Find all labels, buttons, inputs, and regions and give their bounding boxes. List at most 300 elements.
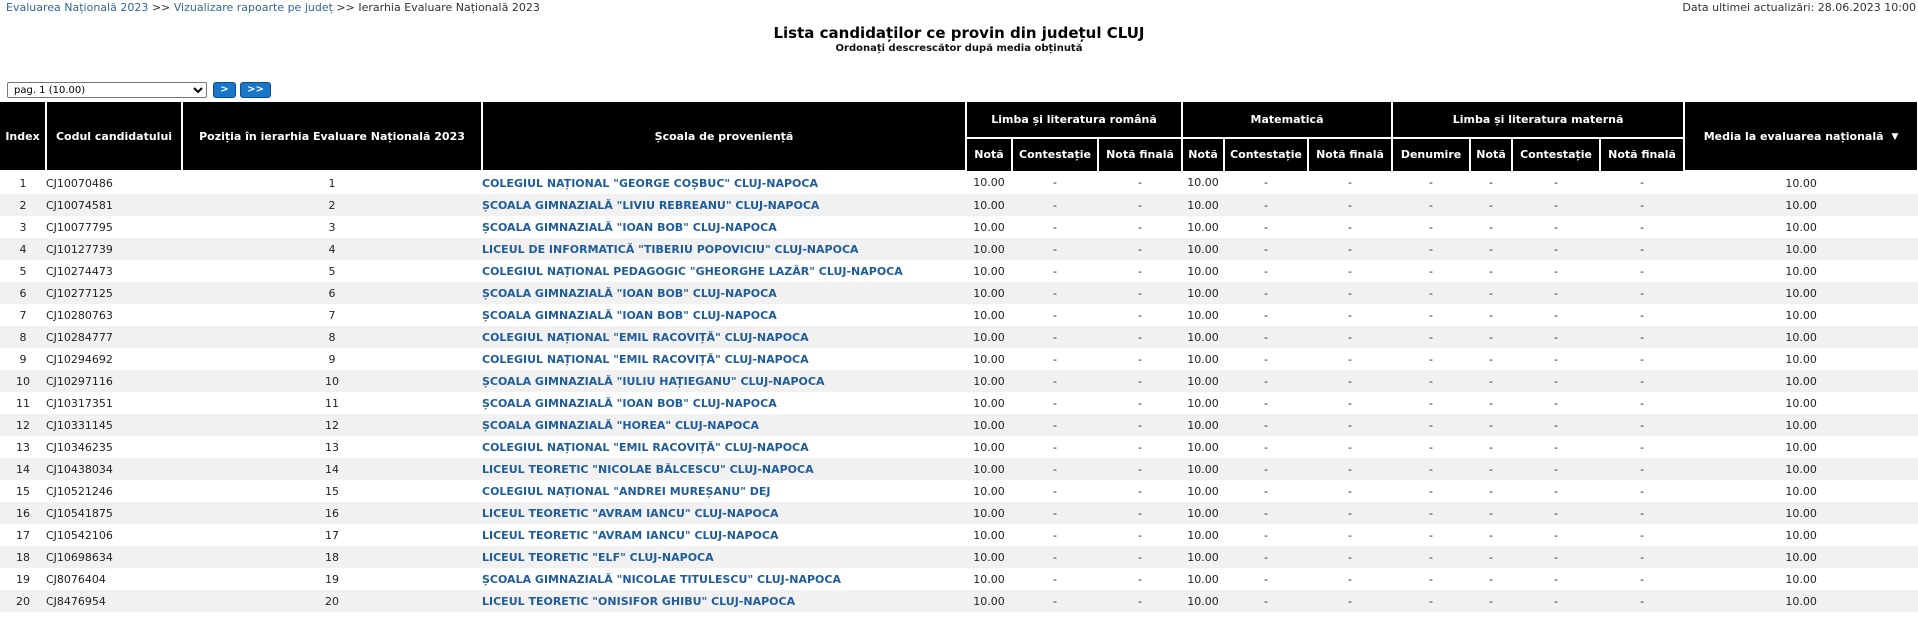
school-link[interactable]: LICEUL TEORETIC "ELF" CLUJ-NAPOCA	[482, 550, 714, 564]
cell-school	[482, 392, 966, 414]
cell-index: 16	[0, 502, 46, 524]
school-link[interactable]: LICEUL TEORETIC "AVRAM IANCU" CLUJ-NAPOCA	[482, 528, 779, 542]
table-row	[0, 194, 1918, 216]
cell-ro-nota-finala: -	[1098, 370, 1182, 392]
cell-school	[482, 194, 966, 216]
school-link[interactable]: COLEGIUL NAȚIONAL "EMIL RACOVIȚĂ" CLUJ-NAPOCA	[482, 330, 809, 344]
cell-ro-nota: 10.00	[966, 590, 1012, 612]
cell-ro-contestatie: -	[1053, 352, 1057, 366]
school-link[interactable]: COLEGIUL NAȚIONAL PEDAGOGIC "GHEORGHE LAZĂR" CLUJ-NAPOCA	[482, 264, 903, 278]
school-link[interactable]: ȘCOALA GIMNAZIALĂ "IOAN BOB" CLUJ-NAPOCA	[482, 308, 777, 322]
subheader-ma-nota-finala: Notă finală	[1308, 138, 1392, 172]
cell-media: 10.00	[1785, 308, 1817, 322]
cell-ma-nota-finala: -	[1308, 370, 1392, 392]
cell-ma-nota: 10.00	[1187, 264, 1219, 278]
cell-code: CJ10438034	[46, 458, 182, 480]
cell-position: 1	[328, 176, 336, 190]
breadcrumb-current: Ierarhia Evaluare Națională 2023	[358, 1, 540, 14]
cell-code: CJ10294692	[46, 352, 113, 366]
cell-lm-nota: -	[1489, 396, 1494, 410]
cell-school	[482, 458, 966, 480]
cell-ro-contestatie: -	[1053, 396, 1057, 410]
cell-index: 3	[19, 220, 27, 234]
cell-ro-nota: 10.00	[966, 370, 1012, 392]
cell-code: CJ10317351	[46, 396, 113, 410]
header-index: Index	[0, 102, 46, 171]
cell-lm-nota: -	[1470, 590, 1512, 612]
table-row	[0, 480, 1918, 502]
cell-school	[482, 436, 966, 458]
cell-ro-contestatie: -	[1012, 370, 1098, 392]
breadcrumb-link-evaluare[interactable]: Evaluarea Națională 2023	[6, 1, 149, 14]
cell-school	[482, 546, 966, 568]
cell-lm-nota: -	[1489, 572, 1494, 586]
cell-ro-nota-finala: -	[1138, 528, 1142, 542]
cell-lm-denumire: -	[1392, 502, 1470, 524]
cell-position: 4	[182, 238, 482, 260]
cell-lm-nota-finala: -	[1640, 484, 1645, 498]
cell-code: CJ10542106	[46, 528, 113, 542]
cell-ma-nota: 10.00	[1182, 414, 1224, 436]
cell-lm-nota-finala: -	[1640, 176, 1645, 189]
school-link[interactable]: COLEGIUL NAȚIONAL "GEORGE COȘBUC" CLUJ-NAPOCA	[482, 176, 818, 190]
cell-ro-nota-finala: -	[1098, 546, 1182, 568]
cell-position: 2	[182, 194, 482, 216]
table-row	[0, 216, 1918, 238]
cell-ro-nota-finala: -	[1098, 414, 1182, 436]
page-title: Lista candidaților ce provin din județul CLUJ	[773, 24, 1145, 42]
subheader-ma-nota: Notă	[1182, 138, 1224, 172]
cell-ro-nota: 10.00	[966, 458, 1012, 480]
cell-lm-denumire: -	[1429, 396, 1434, 410]
last-page-button[interactable]: >>	[240, 82, 271, 98]
cell-lm-nota-finala: -	[1640, 528, 1645, 542]
cell-ro-contestatie: -	[1012, 546, 1098, 568]
header-matematica-group: Matematică	[1182, 102, 1392, 138]
school-link[interactable]: COLEGIUL NAȚIONAL "EMIL RACOVIȚĂ" CLUJ-NAPOCA	[482, 352, 809, 366]
cell-school	[482, 502, 966, 524]
subheader-lm-nota-finala: Notă finală	[1600, 138, 1684, 172]
cell-lm-nota: -	[1470, 238, 1512, 260]
cell-ro-nota-finala: -	[1138, 264, 1142, 278]
cell-media: 10.00	[1684, 458, 1918, 480]
school-link[interactable]: ȘCOALA GIMNAZIALĂ "HOREA" CLUJ-NAPOCA	[482, 418, 759, 432]
cell-ro-nota-finala: -	[1138, 440, 1142, 454]
cell-ma-contestatie: -	[1224, 458, 1308, 480]
cell-ro-contestatie: -	[1053, 264, 1057, 278]
cell-ro-nota-finala: -	[1098, 458, 1182, 480]
cell-lm-contestatie: -	[1512, 326, 1600, 348]
cell-ro-nota: 10.00	[973, 308, 1005, 322]
cell-ro-nota-finala: -	[1138, 572, 1142, 586]
cell-lm-contestatie: -	[1512, 590, 1600, 612]
cell-lm-contestatie: -	[1554, 220, 1559, 234]
cell-index: 13	[16, 440, 30, 454]
cell-ro-nota-finala: -	[1098, 502, 1182, 524]
subheader-lm-contestatie: Contestație	[1512, 138, 1600, 172]
cell-media: 10.00	[1785, 572, 1817, 586]
cell-lm-nota-finala: -	[1600, 590, 1684, 612]
header-code: Codul candidatului	[46, 102, 182, 171]
cell-school	[482, 414, 966, 436]
header-materna-group: Limba și literatura maternă	[1392, 102, 1684, 138]
table-row	[0, 458, 1918, 480]
cell-code: CJ10070486	[46, 176, 113, 190]
cell-lm-denumire: -	[1392, 590, 1470, 612]
cell-ma-nota-finala: -	[1308, 458, 1392, 480]
cell-media: 10.00	[1684, 326, 1918, 348]
header-position: Poziția în ierarhia Evaluare Națională 2023	[182, 102, 482, 171]
cell-media: 10.00	[1684, 238, 1918, 260]
cell-lm-nota: -	[1470, 370, 1512, 392]
cell-ma-contestatie: -	[1264, 352, 1269, 366]
cell-lm-contestatie: -	[1554, 396, 1559, 410]
cell-ro-nota: 10.00	[966, 282, 1012, 304]
cell-ma-nota-finala: -	[1308, 282, 1392, 304]
cell-lm-nota: -	[1489, 528, 1494, 542]
cell-ro-nota: 10.00	[973, 352, 1005, 366]
cell-ma-contestatie: -	[1264, 528, 1269, 542]
school-link[interactable]: LICEUL TEORETIC "ONISIFOR GHIBU" CLUJ-NAPOCA	[482, 594, 796, 608]
cell-ro-nota: 10.00	[966, 194, 1012, 216]
school-link[interactable]: ȘCOALA GIMNAZIALĂ "IOAN BOB" CLUJ-NAPOCA	[482, 220, 777, 234]
cell-index: 20	[0, 590, 46, 612]
last-update-text: Data ultimei actualizări: 28.06.2023 10:00	[1682, 1, 1916, 14]
cell-lm-denumire: -	[1392, 546, 1470, 568]
cell-index: 6	[0, 282, 46, 304]
cell-ma-contestatie: -	[1264, 440, 1269, 454]
cell-code: CJ8076404	[46, 572, 106, 586]
cell-lm-contestatie: -	[1554, 484, 1559, 498]
cell-position: 6	[182, 282, 482, 304]
cell-ma-nota: 10.00	[1182, 370, 1224, 392]
cell-ma-nota: 10.00	[1187, 396, 1219, 410]
cell-lm-denumire: -	[1429, 440, 1434, 454]
cell-ro-contestatie: -	[1012, 282, 1098, 304]
breadcrumb-link-rapoarte[interactable]: Vizualizare rapoarte pe județ	[173, 1, 333, 14]
cell-lm-contestatie: -	[1512, 238, 1600, 260]
cell-lm-nota-finala: -	[1640, 264, 1645, 278]
cell-ro-contestatie: -	[1053, 484, 1057, 498]
table-row	[0, 238, 1918, 260]
cell-ma-nota: 10.00	[1187, 176, 1219, 189]
cell-ma-nota-finala: -	[1308, 546, 1392, 568]
cell-index: 7	[19, 308, 27, 322]
cell-school	[482, 171, 966, 194]
cell-code: CJ10297116	[46, 370, 182, 392]
page-select[interactable]	[7, 82, 207, 98]
cell-ro-nota-finala: -	[1138, 396, 1142, 410]
cell-ro-contestatie: -	[1053, 440, 1057, 454]
cell-ro-nota: 10.00	[973, 528, 1005, 542]
cell-index: 2	[0, 194, 46, 216]
cell-school	[482, 326, 966, 348]
cell-lm-nota: -	[1489, 484, 1494, 498]
cell-ma-nota-finala: -	[1348, 264, 1353, 278]
cell-lm-nota: -	[1489, 440, 1494, 454]
cell-lm-contestatie: -	[1512, 370, 1600, 392]
cell-code: CJ10280763	[46, 308, 113, 322]
subheader-ma-contestatie: Contestație	[1224, 138, 1308, 172]
table-row	[0, 436, 1918, 458]
cell-code: CJ10074581	[46, 194, 182, 216]
cell-lm-nota-finala: -	[1600, 546, 1684, 568]
cell-lm-denumire: -	[1429, 176, 1434, 189]
cell-position: 20	[182, 590, 482, 612]
cell-code: CJ10277125	[46, 282, 182, 304]
cell-lm-contestatie: -	[1512, 194, 1600, 216]
cell-index: 1	[19, 176, 27, 190]
cell-lm-denumire: -	[1392, 370, 1470, 392]
table-row	[0, 326, 1918, 348]
cell-school	[482, 282, 966, 304]
table-row	[0, 171, 1918, 194]
cell-lm-nota-finala: -	[1600, 194, 1684, 216]
subheader-ro-nota: Notă	[966, 138, 1012, 172]
cell-ro-contestatie: -	[1053, 528, 1057, 542]
cell-lm-nota: -	[1489, 308, 1494, 322]
cell-lm-denumire: -	[1392, 282, 1470, 304]
header-media-sortable[interactable]	[1684, 102, 1918, 171]
school-link[interactable]: LICEUL DE INFORMATICĂ "TIBERIU POPOVICIU" CLUJ-NAPOCA	[482, 242, 859, 256]
cell-ro-contestatie: -	[1012, 590, 1098, 612]
cell-lm-nota: -	[1489, 176, 1494, 189]
cell-lm-denumire: -	[1429, 572, 1434, 586]
cell-ro-nota-finala: -	[1098, 326, 1182, 348]
cell-position: 9	[328, 352, 336, 366]
cell-school	[482, 370, 966, 392]
subheader-ro-contestatie: Contestație	[1012, 138, 1098, 172]
cell-lm-nota-finala: -	[1640, 440, 1645, 454]
cell-ro-nota: 10.00	[966, 502, 1012, 524]
cell-school	[482, 260, 966, 282]
cell-ma-nota-finala: -	[1348, 484, 1353, 498]
table-row	[0, 304, 1918, 326]
cell-code: CJ8476954	[46, 590, 182, 612]
cell-ro-contestatie: -	[1012, 458, 1098, 480]
cell-ro-contestatie: -	[1012, 326, 1098, 348]
table-row	[0, 502, 1918, 524]
school-link[interactable]: ȘCOALA GIMNAZIALĂ "NICOLAE TITULESCU" CLUJ-NAPOCA	[482, 572, 841, 586]
school-link[interactable]: LICEUL TEORETIC "NICOLAE BĂLCESCU" CLUJ-NAPOCA	[482, 462, 814, 476]
cell-position: 14	[182, 458, 482, 480]
cell-ma-nota: 10.00	[1182, 502, 1224, 524]
cell-position: 10	[182, 370, 482, 392]
cell-lm-denumire: -	[1429, 264, 1434, 278]
sort-desc-icon[interactable]: ▼	[1891, 131, 1899, 142]
school-link[interactable]: ȘCOALA GIMNAZIALĂ "IOAN BOB" CLUJ-NAPOCA	[482, 396, 777, 410]
cell-index: 10	[0, 370, 46, 392]
cell-lm-contestatie: -	[1554, 440, 1559, 454]
cell-ro-contestatie: -	[1012, 194, 1098, 216]
subheader-ro-nota-finala: Notă finală	[1098, 138, 1182, 172]
cell-ro-nota-finala: -	[1098, 282, 1182, 304]
cell-ma-contestatie: -	[1224, 282, 1308, 304]
table-row	[0, 524, 1918, 546]
cell-index: 15	[16, 484, 30, 498]
cell-position: 8	[182, 326, 482, 348]
cell-index: 4	[0, 238, 46, 260]
cell-school	[482, 304, 966, 326]
cell-lm-contestatie: -	[1512, 502, 1600, 524]
cell-lm-contestatie: -	[1512, 282, 1600, 304]
cell-index: 14	[0, 458, 46, 480]
cell-media: 10.00	[1785, 220, 1817, 234]
cell-position: 17	[325, 528, 339, 542]
cell-school	[482, 216, 966, 238]
cell-ma-nota: 10.00	[1182, 326, 1224, 348]
school-link[interactable]: ȘCOALA GIMNAZIALĂ "IULIU HAȚIEGANU" CLUJ-NAPOCA	[482, 374, 825, 388]
table-row	[0, 546, 1918, 568]
cell-position: 11	[325, 396, 339, 410]
cell-lm-nota-finala: -	[1640, 352, 1645, 366]
cell-lm-denumire: -	[1429, 528, 1434, 542]
school-link[interactable]: LICEUL TEORETIC "AVRAM IANCU" CLUJ-NAPOCA	[482, 506, 779, 520]
cell-ro-nota: 10.00	[966, 326, 1012, 348]
cell-ma-nota-finala: -	[1308, 238, 1392, 260]
cell-ma-nota: 10.00	[1182, 458, 1224, 480]
cell-ma-nota-finala: -	[1308, 326, 1392, 348]
cell-ro-contestatie: -	[1053, 308, 1057, 322]
cell-position: 5	[328, 264, 336, 278]
cell-lm-contestatie: -	[1512, 414, 1600, 436]
cell-ma-contestatie: -	[1264, 572, 1269, 586]
cell-ma-nota-finala: -	[1308, 502, 1392, 524]
cell-ro-contestatie: -	[1012, 502, 1098, 524]
cell-code: CJ10346235	[46, 440, 113, 454]
cell-index: 8	[0, 326, 46, 348]
cell-lm-contestatie: -	[1554, 264, 1559, 278]
cell-school	[482, 238, 966, 260]
cell-lm-nota-finala: -	[1640, 572, 1645, 586]
cell-lm-contestatie: -	[1554, 176, 1559, 189]
pager	[7, 82, 271, 98]
cell-code: CJ10541875	[46, 502, 182, 524]
cell-ma-nota: 10.00	[1187, 528, 1219, 542]
cell-lm-denumire: -	[1429, 484, 1434, 498]
school-link[interactable]: COLEGIUL NAȚIONAL "EMIL RACOVIȚĂ" CLUJ-NAPOCA	[482, 440, 809, 454]
cell-ro-nota: 10.00	[973, 176, 1005, 189]
cell-ma-nota-finala: -	[1308, 590, 1392, 612]
cell-ma-contestatie: -	[1264, 484, 1269, 498]
cell-lm-nota-finala: -	[1600, 458, 1684, 480]
cell-code: CJ10077795	[46, 220, 113, 234]
cell-ro-contestatie: -	[1053, 220, 1057, 234]
cell-lm-nota-finala: -	[1600, 282, 1684, 304]
cell-ro-nota-finala: -	[1098, 194, 1182, 216]
cell-ro-nota-finala: -	[1138, 484, 1142, 498]
cell-code: CJ10284777	[46, 326, 182, 348]
school-link[interactable]: COLEGIUL NAȚIONAL "ANDREI MUREȘANU" DEJ	[482, 484, 771, 498]
breadcrumb-separator: >>	[336, 1, 355, 14]
cell-lm-nota: -	[1489, 352, 1494, 366]
cell-index: 9	[19, 352, 27, 366]
cell-school	[482, 348, 966, 370]
cell-index: 11	[16, 396, 30, 410]
cell-lm-nota: -	[1489, 220, 1494, 234]
cell-lm-nota: -	[1470, 326, 1512, 348]
cell-ma-nota-finala: -	[1348, 220, 1353, 234]
cell-ma-nota-finala: -	[1348, 308, 1353, 322]
cell-code: CJ10698634	[46, 546, 182, 568]
cell-code: CJ10331145	[46, 414, 182, 436]
breadcrumb	[6, 1, 540, 14]
cell-ma-nota: 10.00	[1187, 308, 1219, 322]
cell-index: 17	[16, 528, 30, 542]
cell-ma-nota: 10.00	[1182, 282, 1224, 304]
header-media-label: Media la evaluarea națională	[1703, 129, 1884, 143]
cell-ma-contestatie: -	[1224, 502, 1308, 524]
cell-position: 18	[182, 546, 482, 568]
table-row	[0, 414, 1918, 436]
cell-index: 19	[16, 572, 30, 586]
cell-position: 16	[182, 502, 482, 524]
table-row	[0, 568, 1918, 590]
cell-media: 10.00	[1785, 528, 1817, 542]
cell-lm-nota: -	[1489, 264, 1494, 278]
cell-ro-contestatie: -	[1012, 238, 1098, 260]
cell-lm-nota-finala: -	[1640, 308, 1645, 322]
cell-school	[482, 480, 966, 502]
cell-ro-nota: 10.00	[973, 396, 1005, 410]
header-romana-group: Limba și literatura română	[966, 102, 1182, 138]
subheader-lm-nota: Notă	[1470, 138, 1512, 172]
cell-lm-nota-finala: -	[1600, 326, 1684, 348]
cell-ma-contestatie: -	[1264, 176, 1269, 189]
cell-lm-contestatie: -	[1512, 458, 1600, 480]
cell-lm-contestatie: -	[1554, 352, 1559, 366]
cell-ma-contestatie: -	[1224, 238, 1308, 260]
cell-ro-nota: 10.00	[966, 238, 1012, 260]
cell-lm-contestatie: -	[1554, 528, 1559, 542]
cell-school	[482, 590, 966, 612]
cell-ma-contestatie: -	[1224, 414, 1308, 436]
cell-ma-contestatie: -	[1264, 308, 1269, 322]
cell-school	[482, 568, 966, 590]
cell-ma-nota-finala: -	[1308, 414, 1392, 436]
next-page-button[interactable]: >	[213, 82, 236, 98]
cell-lm-nota: -	[1470, 502, 1512, 524]
cell-lm-nota-finala: -	[1600, 370, 1684, 392]
cell-lm-nota: -	[1470, 546, 1512, 568]
table-row	[0, 282, 1918, 304]
cell-media: 10.00	[1684, 502, 1918, 524]
cell-media: 10.00	[1684, 282, 1918, 304]
cell-lm-nota: -	[1470, 282, 1512, 304]
cell-ma-contestatie: -	[1224, 326, 1308, 348]
top-bar	[0, 0, 1918, 16]
cell-code: CJ10127739	[46, 238, 182, 260]
cell-lm-denumire: -	[1392, 326, 1470, 348]
cell-ma-contestatie: -	[1264, 264, 1269, 278]
cell-media: 10.00	[1785, 352, 1817, 366]
cell-ro-nota-finala: -	[1138, 352, 1142, 366]
cell-ma-contestatie: -	[1264, 220, 1269, 234]
school-link[interactable]: ȘCOALA GIMNAZIALĂ "IOAN BOB" CLUJ-NAPOCA	[482, 286, 777, 300]
cell-lm-denumire: -	[1429, 352, 1434, 366]
cell-lm-nota: -	[1470, 414, 1512, 436]
cell-position: 3	[328, 220, 336, 234]
cell-position: 19	[325, 572, 339, 586]
school-link[interactable]: ȘCOALA GIMNAZIALĂ "LIVIU REBREANU" CLUJ-NAPOCA	[482, 198, 820, 212]
table-row	[0, 260, 1918, 282]
cell-ma-nota: 10.00	[1187, 572, 1219, 586]
table-row	[0, 348, 1918, 370]
subheader-lm-denumire: Denumire	[1392, 138, 1470, 172]
cell-position: 7	[328, 308, 336, 322]
cell-lm-nota-finala: -	[1640, 220, 1645, 234]
cell-lm-nota-finala: -	[1600, 414, 1684, 436]
